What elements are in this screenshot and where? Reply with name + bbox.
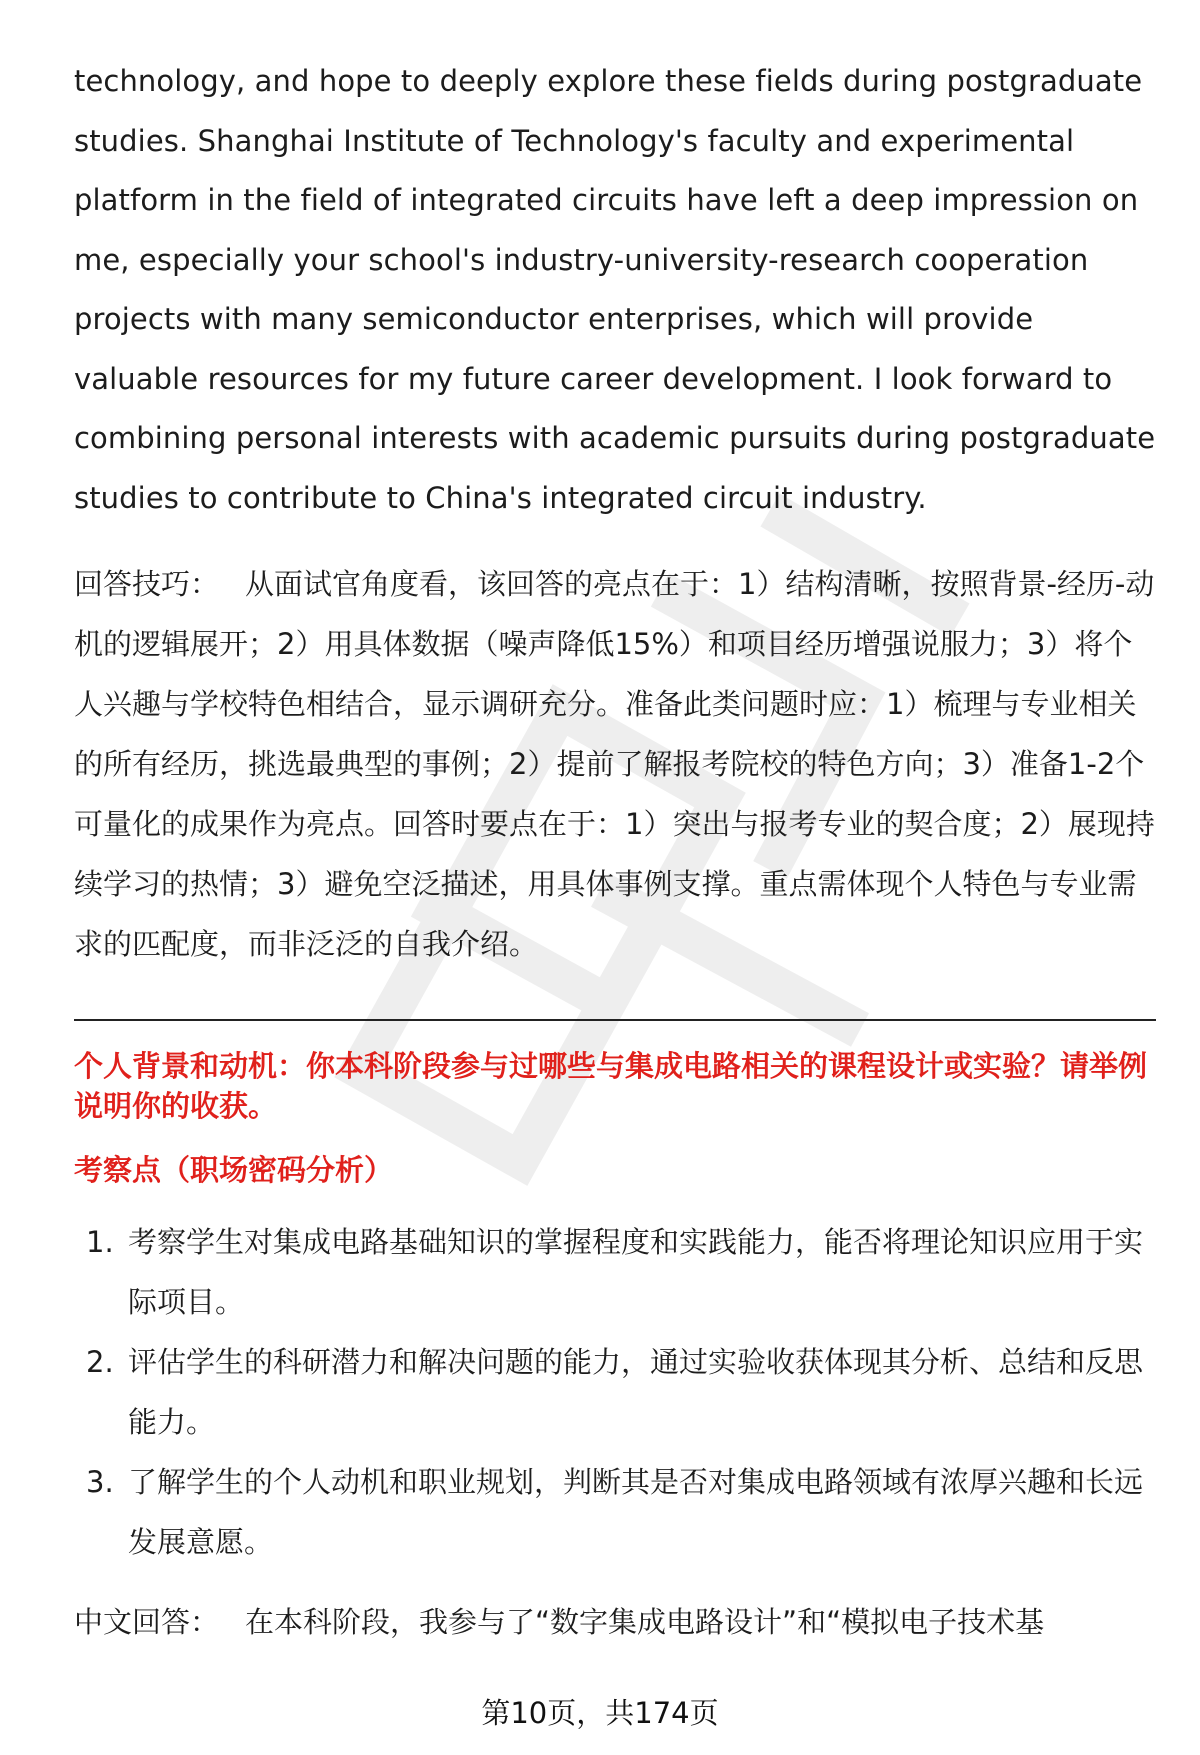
chinese-answer-label: 中文回答： — [74, 1605, 220, 1639]
assessment-points-heading: 考察点（职场密码分析） — [74, 1153, 394, 1187]
list-item-text: 评估学生的科研潜力和解决问题的能力，通过实验收获体现其分析、总结和反思能力。 — [128, 1345, 1144, 1439]
question-heading: 个人背景和动机：你本科阶段参与过哪些与集成电路相关的课程设计或实验？请举例说明你的收获。 — [74, 1049, 1148, 1123]
list-item-number: 3. — [86, 1465, 114, 1499]
document-page — [74, 52, 1156, 1652]
answer-tips-label: 回答技巧： — [74, 567, 220, 601]
list-item — [74, 1452, 1156, 1572]
assessment-points-list — [74, 1212, 1156, 1572]
list-item-text: 考察学生对集成电路基础知识的掌握程度和实践能力，能否将理论知识应用于实际项目。 — [128, 1225, 1144, 1319]
list-item-number: 2. — [86, 1345, 114, 1379]
section-divider — [74, 1019, 1156, 1021]
list-item-text: 了解学生的个人动机和职业规划，判断其是否对集成电路领域有浓厚兴趣和长远发展意愿。 — [128, 1465, 1144, 1559]
list-item-number: 1. — [86, 1225, 114, 1259]
answer-tips-text: 从面试官角度看，该回答的亮点在于：1）结构清晰，按照背景-经历-动机的逻辑展开；2）用具体数据（噪声降低15%）和项目经历增强说服力；3）将个人兴趣与学校特色相结合，显示调研充分。准备此类问题时应：1）梳理与专业相关的所有经历，挑选最典型的事例；2）提前了解报考院校的特色方向；3）准备1-2个可量化的成果作为亮点。回答时要点在于：1）突出与报考专业的契合度；2）展现持续学习的热情；3）避免空泛描述，用具体事例支撑。重点需体现个人特色与专业需求的匹配度，而非泛泛的自我介绍。 — [74, 567, 1155, 961]
chinese-answer-paragraph — [74, 1592, 1156, 1652]
answer-tips-paragraph — [74, 554, 1156, 974]
intro-paragraph: technology, and hope to deeply explore these fields during postgraduate studies. Shanghai Institute of Technology's faculty and experimental platform in the field of integrated circuits have left a deep impression on me, especially your school's industry-university-research cooperation projects with many semiconductor enterprises, which will provide valuable resources for my future career development. I look forward to combining personal interests with academic pursuits during postgraduate studies to contribute to China's integrated circuit industry. — [74, 64, 1156, 515]
page-footer: 第10页，共174页 — [481, 1696, 719, 1730]
list-item — [74, 1332, 1156, 1452]
list-item — [74, 1212, 1156, 1332]
chinese-answer-text: 在本科阶段，我参与了“数字集成电路设计”和“模拟电子技术基 — [245, 1605, 1045, 1639]
